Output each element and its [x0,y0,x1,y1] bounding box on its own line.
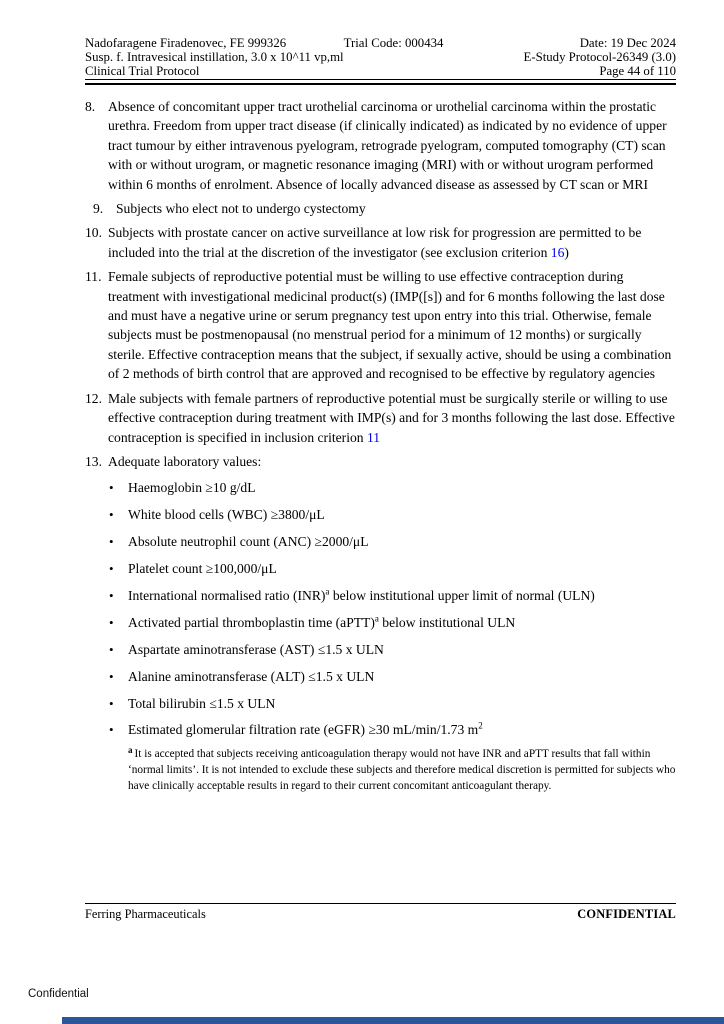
criterion-number: 9. [93,201,104,217]
criterion-text [108,389,676,447]
page-header [85,36,676,85]
lab-value-text-segment: Activated partial thromboplastin time (aPTT) [128,614,375,630]
bullet-icon [109,720,128,739]
lab-value-text-segment: below institutional ULN [378,614,516,630]
lab-value-egfr [85,720,676,739]
criterion-text: Female subjects of reproductive potential must be willing to use effective contraception during treatment with investigational medicinal product(s) (IMP([s]) and for 6 months following the last dose and must have a negative urine or serum pregnancy test upon entry into this trial. Otherwise, female subjects must be postmenopausal (no menstrual period for a minimum of 12 months) or surgically sterile. Effective contraception means that the subject, if sexually active, should be using a combination of 2 methods of birth control that are approved and recognised to be effective by regulatory agencies [108,269,672,382]
lab-value-text: Haemoglobin ≥10 g/dL [128,480,256,496]
bullet-icon [109,478,128,497]
inclusion-criteria-list [85,97,676,471]
bullet-icon [109,586,128,605]
lab-value-inr [85,586,676,605]
criterion-text-segment: Male subjects with female partners of reproductive potential must be surgically sterile or willing to use effective contraception during treatment with IMP(s) and for 3 months following the last dose. Effective contraception is specified in inclusion criterion [108,390,675,445]
criterion-number: 11. [85,269,102,285]
lab-value-aptt [85,613,676,632]
lab-value-text: Absolute neutrophil count (ANC) ≥2000/μL [128,534,369,550]
footnote-marker-a: a [374,613,379,624]
header-divider-thin [85,79,676,80]
lab-value-text: Platelet count ≥100,000/μL [128,561,277,577]
header-date: Date: 19 Dec 2024 [579,36,676,50]
lab-value-text [128,613,676,632]
lab-value-platelets [85,559,676,578]
bullet-icon [109,613,128,632]
header-trial-code: Trial Code: 000434 [343,36,444,50]
superscript-2: 2 [478,720,483,731]
document-body [85,97,676,794]
criterion-11 [85,267,676,383]
footnote-marker-a: a [325,586,330,597]
header-right-block [473,36,676,78]
header-product-form: Susp. f. Intravesical instillation, 3.0 x 10^11 vp,ml [85,50,344,64]
bullet-icon [109,559,128,578]
lab-value-text: White blood cells (WBC) ≥3800/μL [128,507,325,523]
bullet-icon [109,640,128,659]
criterion-text [108,223,676,262]
lab-value-text-segment: Estimated glomerular filtration rate (eGFR) ≥30 mL/min/1.73 m [128,722,479,738]
criterion-text: Subjects who elect not to undergo cystectomy [116,201,366,217]
criterion-number: 12. [85,390,102,406]
bullet-icon [109,694,128,713]
lab-value-alt [85,667,676,686]
header-document-type: Clinical Trial Protocol [85,64,200,78]
lab-value-haemoglobin [85,478,676,497]
lab-value-wbc [85,505,676,524]
lab-value-bilirubin [85,694,676,713]
header-divider-thick [85,83,676,85]
header-page-number: Page 44 of 110 [599,64,676,78]
criterion-number: 10. [85,225,102,241]
footnote-marker-a: a [128,744,133,755]
criterion-8 [85,97,676,194]
exclusion-criterion-16-link[interactable]: 16 [550,244,565,260]
criterion-12 [85,389,676,447]
lab-value-text-segment: International normalised ratio (INR) [128,587,326,603]
bullet-icon [109,532,128,551]
footnote [128,744,676,794]
header-protocol-number: E-Study Protocol-26349 (3.0) [523,50,676,64]
criterion-9 [85,199,676,218]
criterion-number: 8. [85,99,96,114]
lab-value-text [128,720,676,739]
bottom-bar [62,1017,724,1024]
lab-value-ast [85,640,676,659]
footnote-text: It is accepted that subjects receiving anticoagulation therapy would not have INR and aPTT results that fall within ‘normal limits’. It is not intended to exclude these subjects and therefore medical discretion is permitted for subjects who have clinically acceptable results in regard to their current concomitant anticoagulant therapy. [128,748,676,792]
criterion-text-segment: ) [564,244,569,260]
criterion-13 [85,452,676,471]
criterion-text: Absence of concomitant upper tract urothelial carcinoma or urothelial carcinoma within the prostatic urethra. Freedom from upper tract disease (if clinically indicated) as indicated by no evidence of upper tract tumour by either intravenous pyelogram, retrograde pyelogram, computed tomography (CT) scan with or without urogram, or magnetic resonance imaging (MRI) with or without urogram performed within 6 months of enrolment. Absence of locally advanced disease as assessed by CT scan or MRI [108,99,667,192]
lab-values-list [85,478,676,740]
criterion-text-segment: Subjects with prostate cancer on active surveillance at low risk for progression are permitted to be included into the trial at the discretion of the investigator (see exclusion criterion [108,225,642,260]
inclusion-criterion-11-link[interactable]: 11 [366,429,381,445]
header-product-name: Nadofaragene Firadenovec, FE 999326 [85,36,287,50]
confidential-watermark: Confidential [28,988,89,1000]
lab-value-text: Aspartate aminotransferase (AST) ≤1.5 x ULN [128,641,384,657]
bullet-icon [109,667,128,686]
lab-value-text: Total bilirubin ≤1.5 x ULN [128,695,276,711]
lab-value-text: Alanine aminotransferase (ALT) ≤1.5 x ULN [128,668,375,684]
criterion-10 [85,223,676,262]
footer-confidential: CONFIDENTIAL [577,907,676,921]
bullet-icon [109,505,128,524]
lab-value-text-segment: below institutional upper limit of normal (ULN) [329,587,595,603]
page-footer [85,903,676,922]
criterion-number: 13. [85,453,102,469]
footer-company: Ferring Pharmaceuticals [85,907,206,921]
header-left-block [85,36,344,78]
lab-value-anc [85,532,676,551]
footer-divider [85,903,676,904]
lab-value-text [128,586,676,605]
criterion-text: Adequate laboratory values: [108,453,262,469]
